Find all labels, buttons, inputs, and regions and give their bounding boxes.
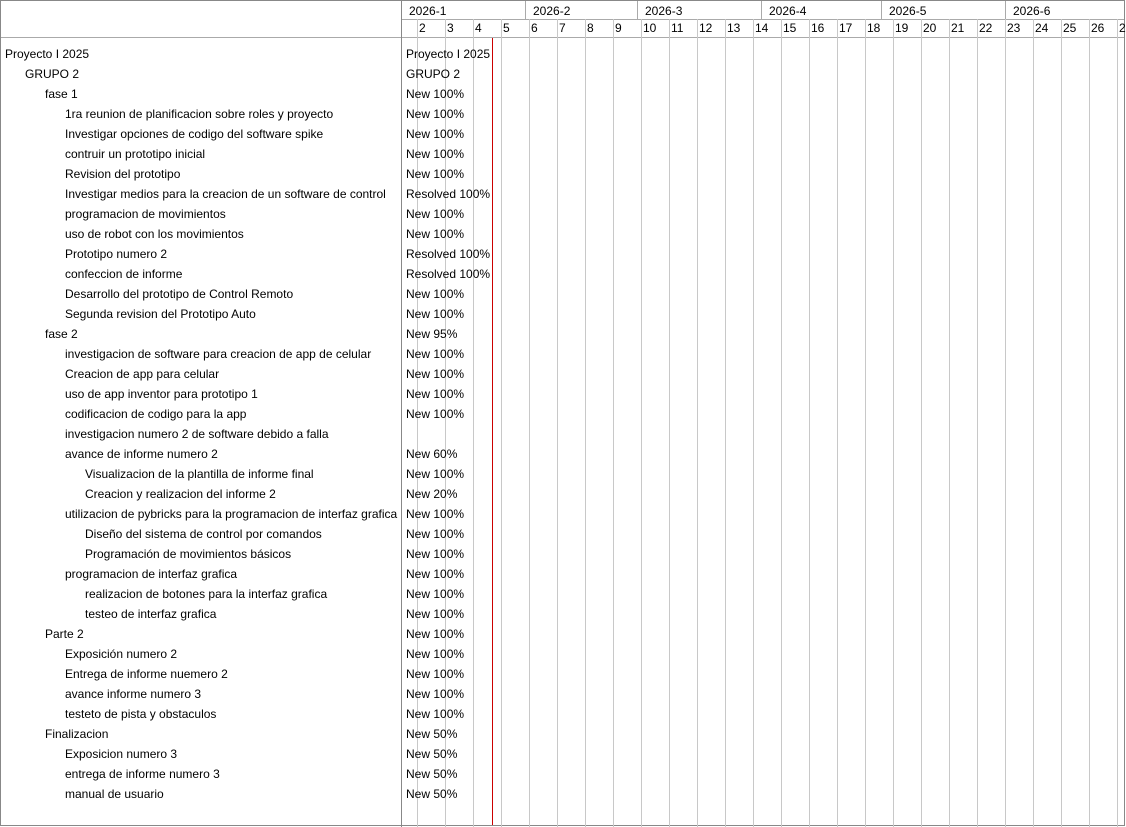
task-status-label: New 100%: [406, 467, 465, 481]
today-marker: [492, 38, 493, 825]
week-label: 26: [1091, 21, 1105, 35]
task-name[interactable]: Investigar medios para la creacion de un software de control: [65, 187, 386, 201]
week-label: 4: [475, 21, 482, 35]
task-status-label: New 20%: [406, 487, 458, 501]
week-label: 19: [895, 21, 909, 35]
task-status-label: New 95%: [406, 327, 458, 341]
task-row[interactable]: [1, 464, 1124, 484]
task-status-label: New 100%: [406, 707, 465, 721]
task-row[interactable]: [1, 324, 1124, 344]
task-row[interactable]: [1, 244, 1124, 264]
task-name[interactable]: Visualizacion de la plantilla de informe final: [85, 467, 314, 481]
task-status-label: New 100%: [406, 227, 465, 241]
header-bottom-border: [1, 37, 1124, 38]
task-name[interactable]: confeccion de informe: [65, 267, 183, 281]
task-row[interactable]: [1, 204, 1124, 224]
task-name[interactable]: programacion de movimientos: [65, 207, 226, 221]
task-row[interactable]: [1, 224, 1124, 244]
task-name[interactable]: Finalizacion: [45, 727, 109, 741]
task-name[interactable]: avance de informe numero 2: [65, 447, 218, 461]
task-row[interactable]: [1, 44, 1124, 64]
task-name[interactable]: Programación de movimientos básicos: [85, 547, 292, 561]
week-label: 23: [1007, 21, 1021, 35]
task-status-label: New 100%: [406, 687, 465, 701]
task-name[interactable]: entrega de informe numero 3: [65, 767, 220, 781]
task-name[interactable]: Revision del prototipo: [65, 167, 181, 181]
task-name[interactable]: Proyecto I 2025: [5, 47, 90, 61]
month-label: 2026-4: [769, 4, 807, 18]
week-label: 22: [979, 21, 993, 35]
task-name[interactable]: Diseño del sistema de control por comandos: [85, 527, 322, 541]
week-label: 16: [811, 21, 825, 35]
task-name[interactable]: 1ra reunion de planificacion sobre roles y proyecto: [65, 107, 334, 121]
month-separator: [1005, 1, 1006, 19]
task-name[interactable]: testeto de pista y obstaculos: [65, 707, 217, 721]
task-status-label: New 100%: [406, 127, 465, 141]
task-row[interactable]: [1, 784, 1124, 804]
task-name[interactable]: utilizacion de pybricks para la programacion de interfaz grafica: [65, 507, 398, 521]
task-row[interactable]: [1, 144, 1124, 164]
task-name[interactable]: uso de app inventor para prototipo 1: [65, 387, 258, 401]
week-label: 6: [531, 21, 538, 35]
month-separator: [761, 1, 762, 19]
task-status-label: Resolved 100%: [406, 267, 491, 281]
task-status-label: New 100%: [406, 567, 465, 581]
task-name[interactable]: Creacion de app para celular: [65, 367, 220, 381]
task-name[interactable]: contruir un prototipo inicial: [65, 147, 206, 161]
task-row[interactable]: [1, 564, 1124, 584]
task-status-label: New 100%: [406, 627, 465, 641]
task-status-label: New 100%: [406, 507, 465, 521]
task-status-label: New 100%: [406, 587, 465, 601]
week-label: 20: [923, 21, 937, 35]
week-label: 8: [587, 21, 594, 35]
week-label: 24: [1035, 21, 1049, 35]
task-name[interactable]: Entrega de informe nuemero 2: [65, 667, 228, 681]
week-label: 13: [727, 21, 741, 35]
task-row[interactable]: [1, 104, 1124, 124]
task-status-label: New 100%: [406, 107, 465, 121]
week-label: 9: [615, 21, 622, 35]
task-row[interactable]: [1, 744, 1124, 764]
week-label: 3: [447, 21, 454, 35]
task-name[interactable]: Parte 2: [45, 627, 84, 641]
week-label: 18: [867, 21, 881, 35]
task-status-label: Resolved 100%: [406, 187, 491, 201]
task-name[interactable]: uso de robot con los movimientos: [65, 227, 244, 241]
month-label: 2026-1: [409, 4, 447, 18]
task-row[interactable]: [1, 364, 1124, 384]
task-row[interactable]: [1, 584, 1124, 604]
task-name[interactable]: avance informe numero 3: [65, 687, 202, 701]
task-row[interactable]: [1, 444, 1124, 464]
task-row[interactable]: [1, 184, 1124, 204]
task-row[interactable]: [1, 724, 1124, 744]
task-status-label: GRUPO 2: [406, 67, 461, 81]
task-row[interactable]: [1, 64, 1124, 84]
task-status-label: New 100%: [406, 287, 465, 301]
task-status-label: New 100%: [406, 347, 465, 361]
task-row[interactable]: [1, 764, 1124, 784]
task-row[interactable]: [1, 624, 1124, 644]
task-status-label: New 50%: [406, 747, 458, 761]
task-name[interactable]: investigacion de software para creacion de app de celular: [65, 347, 372, 361]
task-status-label: New 100%: [406, 307, 465, 321]
month-separator: [637, 1, 638, 19]
task-status-label: New 100%: [406, 167, 465, 181]
month-label: 2026-3: [645, 4, 683, 18]
task-row[interactable]: [1, 384, 1124, 404]
task-name[interactable]: Exposicion numero 3: [65, 747, 178, 761]
task-status-label: New 50%: [406, 727, 458, 741]
task-status-label: Resolved 100%: [406, 247, 491, 261]
task-row[interactable]: [1, 484, 1124, 504]
task-status-label: New 100%: [406, 387, 465, 401]
task-row[interactable]: [1, 304, 1124, 324]
task-status-label: New 100%: [406, 667, 465, 681]
week-label: 5: [503, 21, 510, 35]
week-label: 25: [1063, 21, 1077, 35]
week-label: 15: [783, 21, 797, 35]
task-status-label: New 100%: [406, 87, 465, 101]
week-label: 17: [839, 21, 853, 35]
task-row[interactable]: [1, 684, 1124, 704]
task-name[interactable]: investigacion numero 2 de software debido a falla: [65, 427, 329, 441]
task-name[interactable]: Exposición numero 2: [65, 647, 178, 661]
month-label: 2026-2: [533, 4, 571, 18]
task-row[interactable]: [1, 84, 1124, 104]
task-status-label: New 100%: [406, 147, 465, 161]
week-label: 2: [1119, 21, 1126, 35]
task-row[interactable]: [1, 284, 1124, 304]
task-row[interactable]: [1, 644, 1124, 664]
task-row[interactable]: [1, 544, 1124, 564]
task-row[interactable]: [1, 524, 1124, 544]
task-status-label: New 60%: [406, 447, 458, 461]
task-row[interactable]: [1, 504, 1124, 524]
month-label: 2026-5: [889, 4, 927, 18]
task-status-label: New 50%: [406, 787, 458, 801]
task-name[interactable]: manual de usuario: [65, 787, 164, 801]
task-status-label: New 100%: [406, 647, 465, 661]
task-row[interactable]: [1, 664, 1124, 684]
week-label: 11: [671, 21, 684, 35]
task-row[interactable]: [1, 604, 1124, 624]
task-name[interactable]: Creacion y realizacion del informe 2: [85, 487, 276, 501]
task-name[interactable]: codificacion de codigo para la app: [65, 407, 247, 421]
task-status-label: New 100%: [406, 547, 465, 561]
task-row[interactable]: [1, 264, 1124, 284]
task-status-label: New 100%: [406, 207, 465, 221]
month-separator: [525, 1, 526, 19]
task-row[interactable]: [1, 704, 1124, 724]
week-label: 14: [755, 21, 769, 35]
task-name[interactable]: GRUPO 2: [25, 67, 80, 81]
task-row[interactable]: [1, 344, 1124, 364]
task-status-label: New 50%: [406, 767, 458, 781]
task-row[interactable]: [1, 424, 1124, 444]
task-status-label: New 100%: [406, 607, 465, 621]
task-row[interactable]: [1, 124, 1124, 144]
task-name[interactable]: Segunda revision del Prototipo Auto: [65, 307, 256, 321]
task-name[interactable]: Desarrollo del prototipo de Control Remoto: [65, 287, 294, 301]
task-name[interactable]: Investigar opciones de codigo del software spike: [65, 127, 324, 141]
week-label: 10: [643, 21, 657, 35]
task-status-label: New 100%: [406, 527, 465, 541]
task-row[interactable]: [1, 164, 1124, 184]
task-name[interactable]: testeo de interfaz grafica: [85, 607, 217, 621]
task-name[interactable]: Prototipo numero 2: [65, 247, 168, 261]
task-name[interactable]: fase 1: [45, 87, 78, 101]
week-label: 12: [699, 21, 713, 35]
week-label: 2: [419, 21, 426, 35]
task-name[interactable]: realizacion de botones para la interfaz grafica: [85, 587, 328, 601]
task-status-label: New 100%: [406, 407, 465, 421]
month-separator: [881, 1, 882, 19]
task-status-label: New 100%: [406, 367, 465, 381]
task-name[interactable]: programacion de interfaz grafica: [65, 567, 238, 581]
week-label: 21: [951, 21, 965, 35]
week-label: 7: [559, 21, 566, 35]
task-name[interactable]: fase 2: [45, 327, 78, 341]
month-label: 2026-6: [1013, 4, 1051, 18]
task-status-label: Proyecto I 2025: [406, 47, 491, 61]
task-row[interactable]: [1, 404, 1124, 424]
